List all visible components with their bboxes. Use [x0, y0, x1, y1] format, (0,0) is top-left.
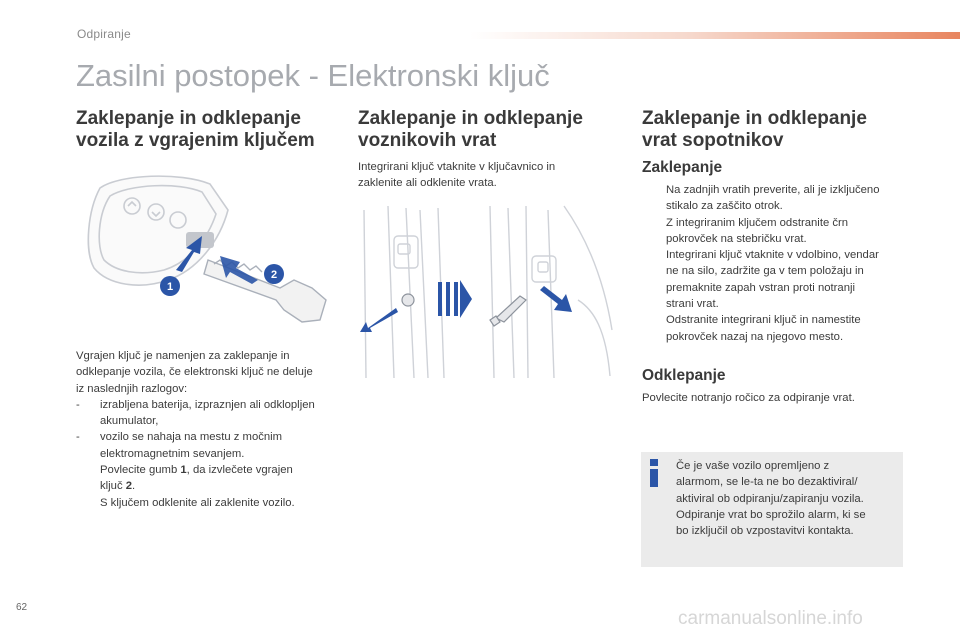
- door-pillar-left: [364, 206, 444, 378]
- col1-reason-line: elektromagnetnim sevanjem.: [100, 447, 245, 460]
- direction-arrow-striped: [438, 280, 472, 318]
- lock-step: [642, 182, 922, 215]
- text-run: .: [132, 480, 136, 493]
- lock-step-line: Odstranite integrirani ključ in namestite: [666, 314, 861, 327]
- key-blade: [204, 260, 326, 322]
- text-run: Povlecite gumb: [100, 464, 181, 477]
- col2-body: [358, 159, 618, 192]
- text-run: ključ: [100, 480, 126, 493]
- info-line: aktiviral ob odpiranju/zapiranju vozila.: [676, 492, 864, 505]
- col3-title-line2: vrat sopotnikov: [642, 130, 784, 151]
- button-ref: 1: [180, 464, 187, 477]
- lock-step-line: strani vrat.: [666, 298, 719, 311]
- col2-line: Integrirani ključ vtaknite v ključavnico in: [358, 161, 556, 173]
- info-text: [676, 458, 896, 539]
- col1-title-line1: Zaklepanje in odklepanje: [76, 108, 301, 129]
- col2-title-line1: Zaklepanje in odklepanje: [358, 108, 583, 129]
- lock-subtitle: Zaklepanje: [642, 159, 723, 176]
- info-icon: [647, 459, 661, 487]
- unlock-subtitle: Odklepanje: [642, 367, 726, 384]
- door-lock-illustration: [358, 200, 618, 380]
- lock-step-line: ne na silo, zadržite ga v tem položaju in: [666, 265, 864, 278]
- lock-step: [642, 215, 922, 248]
- page-number: 62: [16, 602, 28, 613]
- callout-2-label: 2: [270, 269, 278, 281]
- lock-step-line: pokrovček nazaj na njegovo mesto.: [666, 330, 844, 343]
- col1-reason-line: akumulator,: [100, 415, 159, 428]
- col2-title-line2: voznikovih vrat: [358, 130, 497, 151]
- text-run: , da izvlečete vgrajen: [186, 464, 293, 477]
- col2-line: zaklenite ali odklenite vrata.: [358, 177, 497, 190]
- lock-step-line: stikalo za zaščito otrok.: [666, 200, 783, 213]
- info-line: Odpiranje vrat bo sprožilo alarm, ki se: [676, 508, 866, 521]
- col3-title: [642, 108, 922, 152]
- lock-step: [642, 312, 922, 345]
- section-header: Odpiranje: [77, 27, 131, 41]
- col2-title: [358, 108, 628, 152]
- col1-step-1: [76, 462, 346, 495]
- watermark: carmanualsonline.info: [678, 608, 863, 629]
- key-ref: 2: [125, 480, 133, 493]
- col1-intro-line: Vgrajen ključ je namenjen za zaklepanje in: [76, 350, 290, 362]
- col1-step-2: [76, 495, 346, 511]
- info-line: Če je vaše vozilo opremljeno z: [676, 460, 830, 472]
- col1-body: [76, 348, 346, 511]
- lock-step-line: Na zadnjih vratih preverite, ali je izključeno: [666, 184, 880, 196]
- lock-step-line: Z integriranim ključem odstranite črn: [666, 216, 849, 229]
- col1-reason-item: [76, 429, 346, 462]
- col1-step-2-line: S ključem odklenite ali zaklenite vozilo.: [100, 496, 295, 509]
- callout-1: [160, 276, 180, 296]
- col1-step-1-line: [100, 462, 346, 478]
- col1-reason-item: [76, 397, 346, 430]
- lock-step-line: Integrirani ključ vtaknite v vdolbino, vendar: [666, 249, 879, 262]
- lock-step: [642, 247, 922, 312]
- info-line: alarmom, se le-ta ne bo dezaktiviral/: [676, 476, 858, 489]
- col1-intro: [76, 348, 346, 397]
- lock-step-line: premaknite zapah vstran proti notranji: [666, 281, 856, 294]
- callout-2: [264, 264, 284, 284]
- col1-reason-line: vozilo se nahaja na mestu z močnim: [100, 431, 283, 444]
- header-accent-bar: [470, 32, 960, 39]
- lock-steps: [642, 182, 922, 345]
- col1-title-line2: vozila z vgrajenim ključem: [76, 130, 315, 151]
- col1-step-1-line: [100, 478, 346, 494]
- col1-intro-line: iz naslednjih razlogov:: [76, 382, 188, 395]
- key-illustration: [80, 170, 338, 330]
- callout-1-label: 1: [166, 281, 174, 293]
- info-line: bo izključil ob vzpostavitvi kontakta.: [676, 525, 854, 538]
- col1-reason-line: izrabljena baterija, izpraznjen ali odklopljen: [100, 398, 315, 411]
- dash-marker: -: [76, 398, 80, 411]
- lock-step-line: pokrovček na stebričku vrat.: [666, 232, 807, 245]
- latch-arrow: [540, 286, 572, 312]
- col1-title: [76, 108, 346, 152]
- col1-intro-line: odklepanje vozila, če elektronski ključ ne deluje: [76, 366, 313, 379]
- unlock-text: Povlecite notranjo ročico za odpiranje vrat.: [642, 392, 855, 404]
- dash-marker: -: [76, 431, 80, 444]
- col3-title-line1: Zaklepanje in odklepanje: [642, 108, 867, 129]
- page-title: Zasilni postopek - Elektronski ključ: [76, 58, 550, 93]
